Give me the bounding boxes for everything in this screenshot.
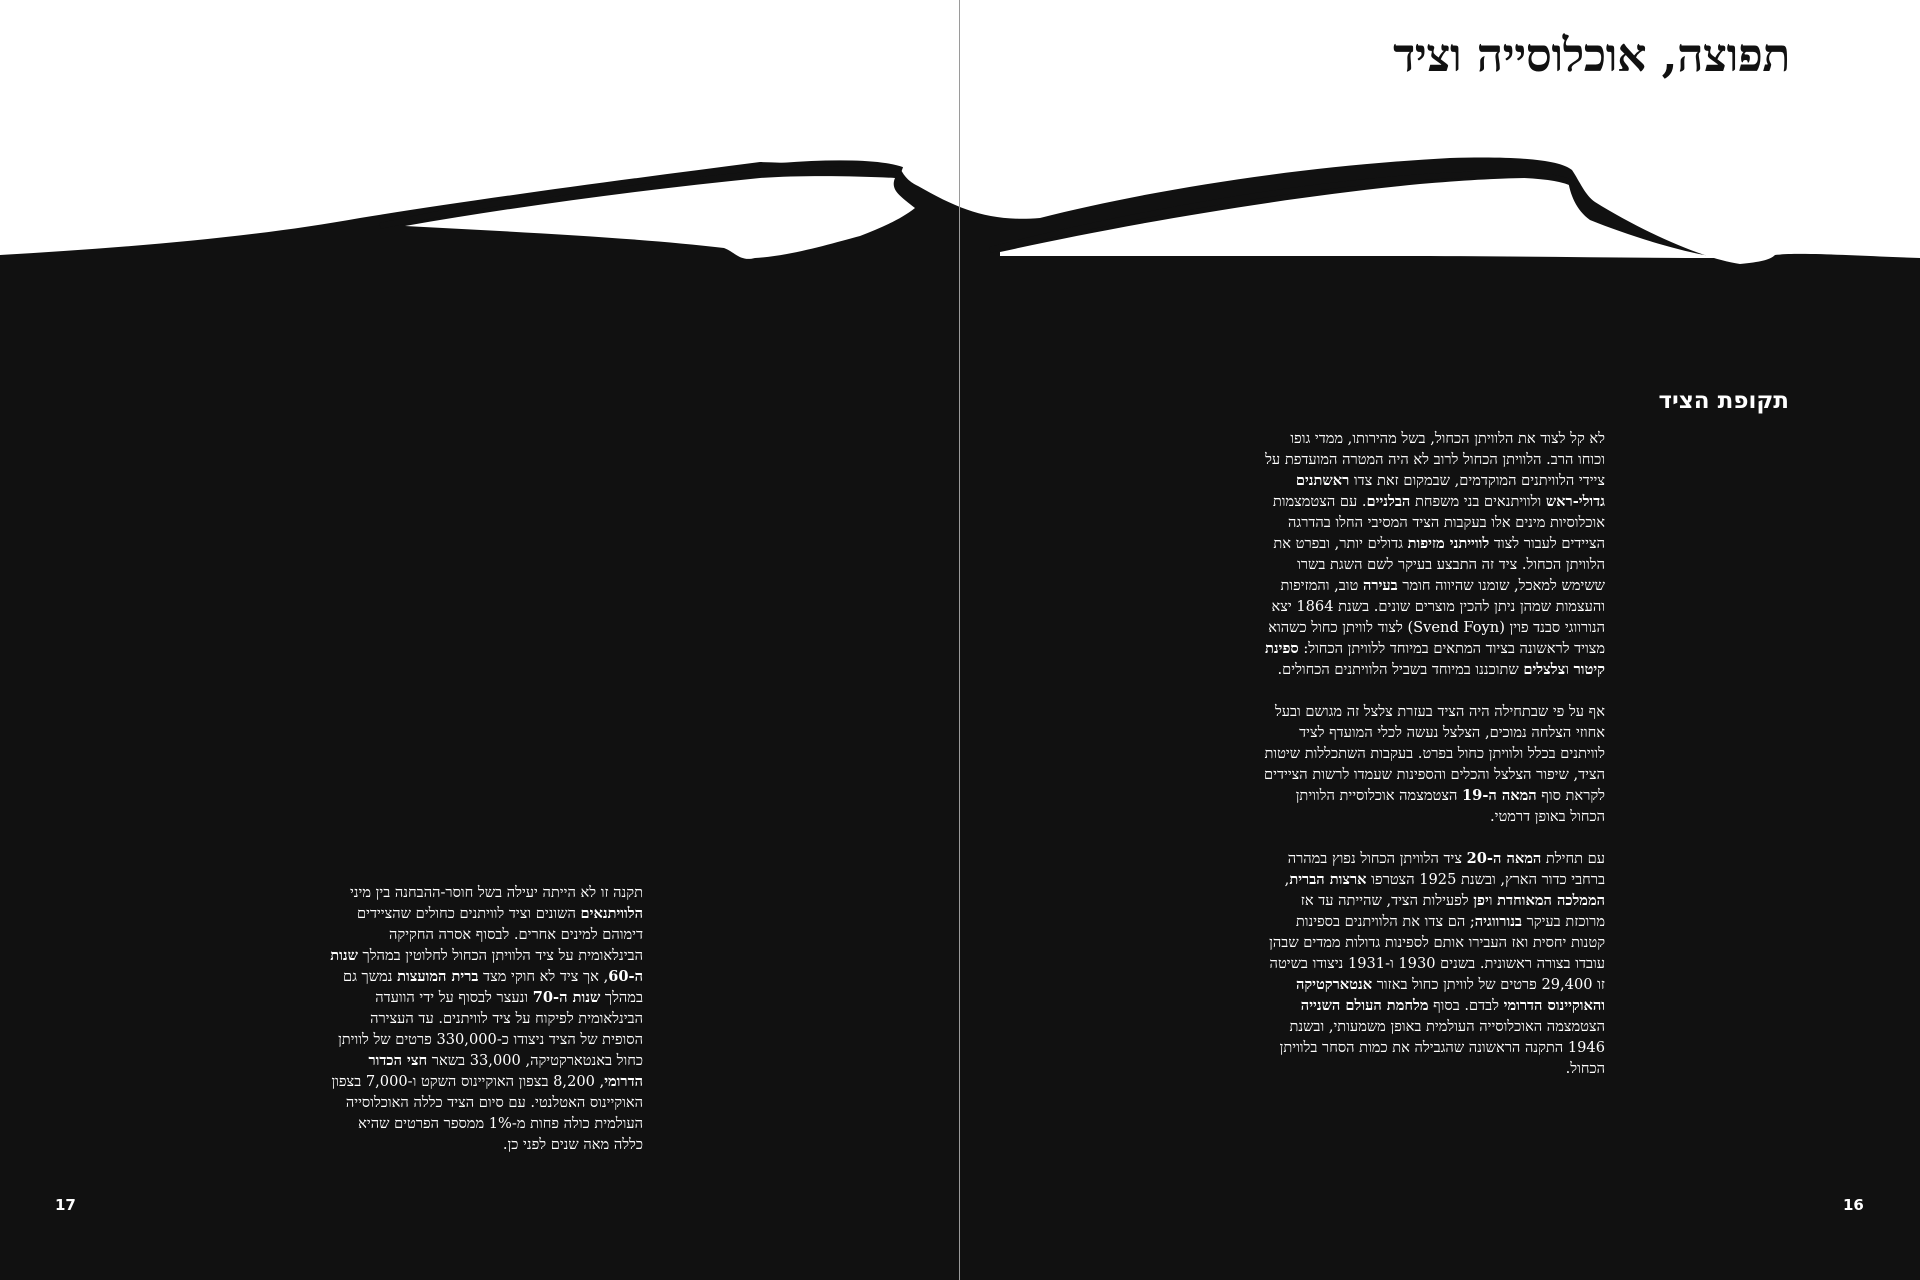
bold-term: מלחמת העולם השנייה — [1300, 997, 1429, 1014]
text-run: לבדם. בסוף — [1428, 997, 1504, 1014]
body-paragraph — [1262, 428, 1605, 680]
text-run: לא קל לצוד את הלוויתן הכחול, בשל מהירותו, ממדי גופו וכוחו הרב. הלוויתן הכחול לרוב לא היה המטרה המועדפת על ציידי הלוויתנים המוקדמים, שבמקום זאת צדו — [1265, 430, 1605, 489]
text-run: . עם הצטמצמות אוכלוסיות מינים אלו בעקבות הציד המסיבי החלו בהדרגה הציידים לעבור לצוד — [1272, 493, 1605, 552]
text-run: , — [1284, 871, 1290, 888]
text-run: לפעילות הציד, שהייתה עד אז מרוכזת בעיקר — [1300, 892, 1605, 930]
bold-term: בנורווגיה — [1474, 913, 1522, 930]
bold-term: שנות ה-70 — [532, 989, 601, 1006]
bold-term: והאוקיינוס הדרומי — [1503, 997, 1605, 1014]
bold-term: המאה ה-20 — [1466, 850, 1542, 867]
text-run: ציד הלוויתן הכחול נפוץ במהרה ברחבי כדור הארץ, ובשנת 1925 הצטרפו — [1287, 850, 1605, 888]
body-paragraph — [325, 882, 643, 1155]
text-run: ; הם צדו את הלוויתנים בספינות קטנות יחסית ואז העבירו אותם לספינות גדולות ממדים שבהן עובדו בצורה ראשונית. בשנים 1930 ו-1931 ניצודו בשיטה זו 29,400 פרטים של לוויתן כחול באזור — [1269, 913, 1605, 993]
bold-term: ראשתנים גדולי-ראש — [1295, 472, 1605, 510]
bold-term: שנות ה-60 — [330, 947, 643, 985]
text-run: עם תחילת — [1541, 850, 1605, 867]
bold-term: יפן — [1473, 892, 1489, 909]
bold-term: ארצות הברית — [1289, 871, 1367, 888]
bold-term: הממלכה המאוחדת — [1497, 892, 1605, 909]
bold-term: צלצלים — [1523, 661, 1566, 678]
body-paragraph — [1262, 701, 1605, 827]
text-run: גדולים יותר, ובפרט את הלוויתן הכחול. ציד זה התבצע בעיקר לשם השגת בשרו ששימש למאכל, שומנו שהיווה חומר — [1273, 535, 1605, 594]
text-run: השונים וציד לוויתנים כחולים שהציידים דימוהם למינים אחרים. לבסוף אסרה החקיקה הבינלאומית על ציד הלוויתן הכחול לחלוטין במהלך — [357, 905, 643, 964]
bold-term: חצי הכדור הדרומי — [368, 1052, 643, 1090]
section-heading: תקופת הציד — [1658, 388, 1789, 414]
left-page-text-column — [325, 882, 643, 1176]
text-run: , 8,200 בצפון האוקיינוס השקט ו-7,000 בצפון האוקיינוס האטלנטי. עם סיום הציד כללה האוכלוסייה העולמית כולה פחות מ-1% ממספר הפרטים שהיא כללה מאה שנים לפני כן. — [331, 1073, 643, 1153]
body-paragraph — [1262, 848, 1605, 1079]
text-run: אף על פי שבתחילה היה הציד בעזרת צלצל זה מגושם ובעל אחוזי הצלחה נמוכים, הצלצל נעשה לכלי המועדף לציד לוויתנים בכלל ולוויתן כחול בפרט. בעקבות השתכללות שיטות הציד, שיפור הצלצל והכלים והספינות שעמדו לרשות הציידים לקראת סוף — [1264, 703, 1605, 804]
bold-term: בעירה — [1363, 577, 1398, 594]
text-run: ולוויתנאים בני משפחת — [1410, 493, 1546, 510]
page-title: תפוצה, אוכלוסייה וציד — [1393, 28, 1790, 82]
text-run: טוב, והמזיפות והעצמות שמהן ניתן להכין מוצרים שונים. בשנת 1864 יצא הנורווגי סבנד פוין (Svend Foyn) לצוד לוויתן כחול כשהוא מצויד לראשונה בציוד המתאים במיוחד ללוויתן הכחול: — [1268, 577, 1605, 657]
bold-term: הלוויתנאים — [580, 905, 643, 922]
text-run: ו — [1488, 892, 1498, 909]
whale-backs-shape — [0, 158, 1920, 1280]
text-run: הצטמצמה האוכלוסייה העולמית באופן משמעותי, ובשנת 1946 התקנה הראשונה שהגבילה את כמות הסחר בלוויתן הכחול. — [1279, 1018, 1605, 1077]
bold-term: הבלניים — [1366, 493, 1411, 510]
text-run: הצטמצמה אוכלוסיית הלוויתן הכחול באופן דרמטי. — [1295, 787, 1605, 825]
text-run: , אך ציד לא חוקי מצד — [478, 968, 609, 985]
right-page-text-column — [1262, 428, 1605, 1100]
text-run: ונעצר לבסוף על ידי הוועדה הבינלאומית לפיקוח על ציד לוויתנים. עד העצירה הסופית של הציד ניצודו כ-330,000 פרטים של לוויתן כחול באנטארקטיקה, 33,000 בשאר — [338, 989, 643, 1069]
page-number-right: 16 — [1843, 1196, 1864, 1214]
page-number-left: 17 — [55, 1196, 76, 1214]
text-run: נמשך גם במהלך — [342, 968, 643, 1006]
bold-term: ברית המועצות — [397, 968, 479, 985]
page-gutter — [959, 0, 960, 1280]
text-run: ו — [1565, 661, 1574, 678]
bold-term: המאה ה-19 — [1462, 787, 1537, 804]
bold-term: לווייתני מזיפות — [1407, 535, 1490, 552]
bold-term: ספינת קיטור — [1264, 640, 1605, 678]
text-run: תקנה זו לא הייתה יעילה בשל חוסר-ההבחנה בין מיני — [349, 884, 643, 901]
text-run: שתוכננו במיוחד בשביל הלוויתנים הכחולים. — [1277, 661, 1524, 678]
bold-term: אנטארקטיקה — [1295, 976, 1373, 993]
